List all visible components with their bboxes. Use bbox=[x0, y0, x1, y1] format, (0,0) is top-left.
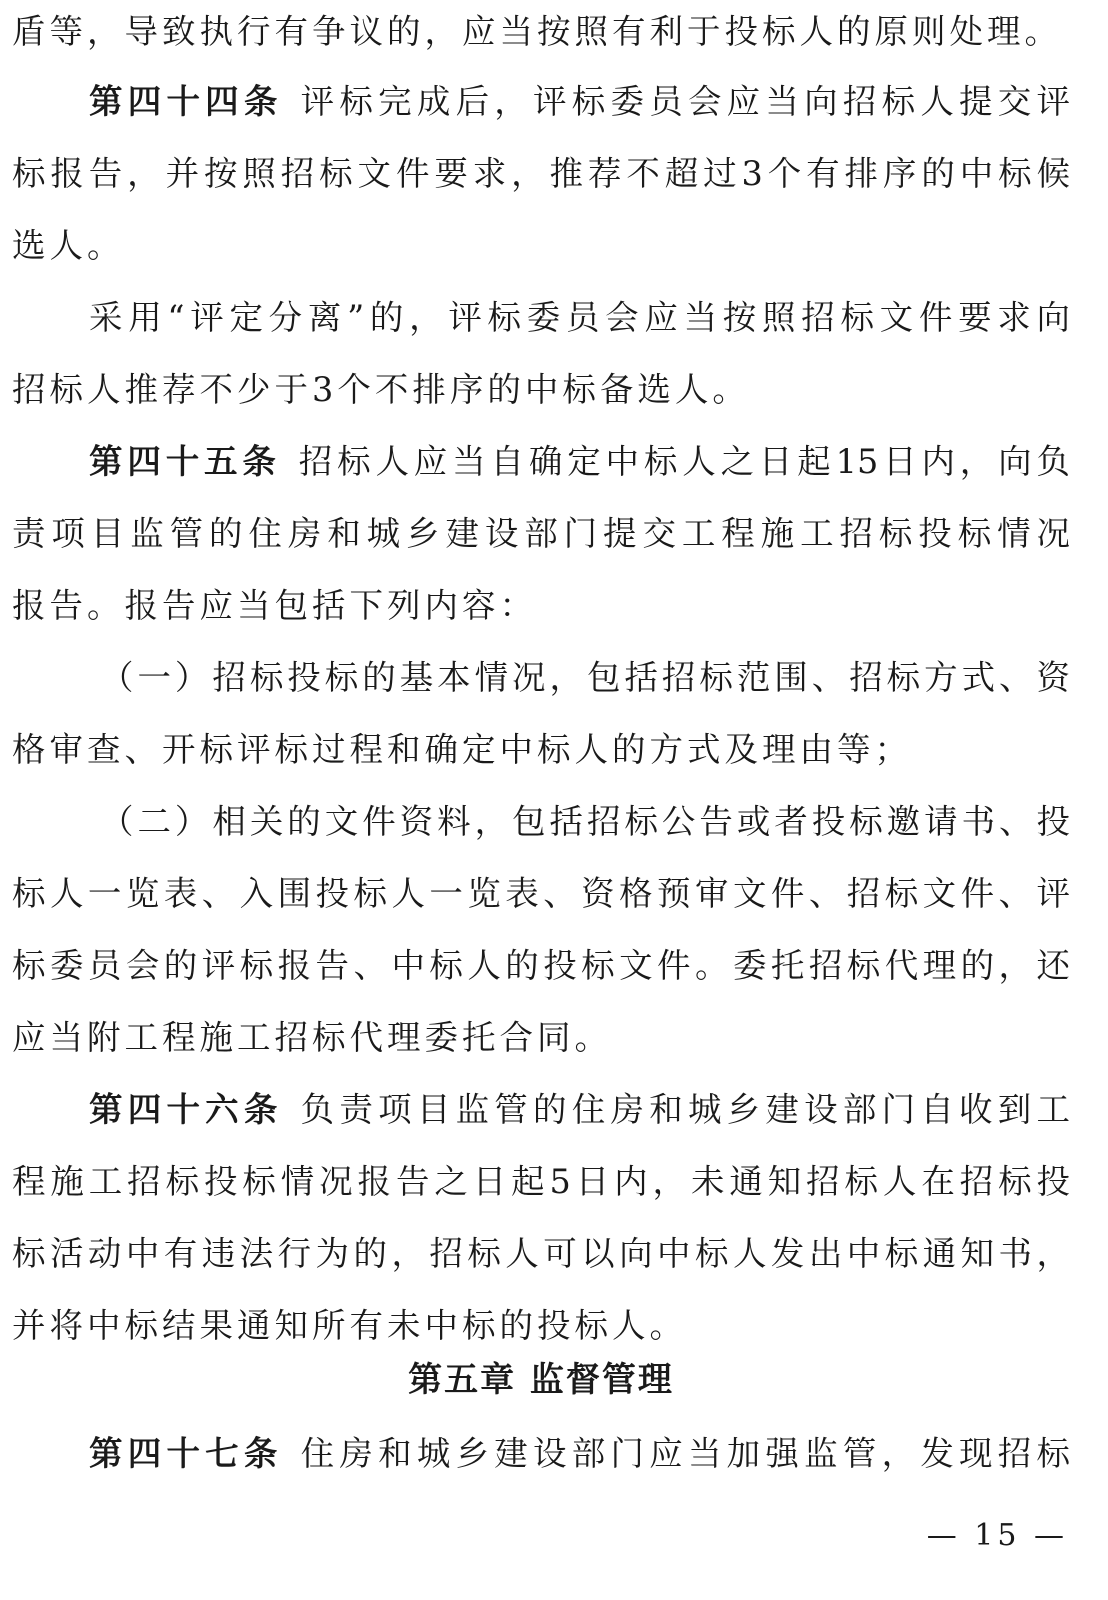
paragraph-line: 并将中标结果通知所有未中标的投标人。 bbox=[12, 1306, 687, 1345]
list-item-line: （一）招标投标的基本情况，包括招标范围、招标方式、资 bbox=[100, 658, 1070, 697]
article-heading: 第四十五条 bbox=[89, 442, 281, 481]
paragraph-line: 第四十六条 负责项目监管的住房和城乡建设部门自收到工 bbox=[89, 1090, 1071, 1129]
paragraph-line: 标活动中有违法行为的，招标人可以向中标人发出中标通知书， bbox=[12, 1234, 1070, 1273]
paragraph-line: 第四十五条 招标人应当自确定中标人之日起15日内，向负 bbox=[89, 442, 1070, 481]
list-item-line: 格审查、开标评标过程和确定中标人的方式及理由等； bbox=[12, 730, 912, 769]
article-heading: 第四十七条 bbox=[89, 1434, 283, 1473]
list-item-line: 标委员会的评标报告、中标人的投标文件。委托招标代理的，还 bbox=[12, 946, 1070, 985]
paragraph-line: 招标人推荐不少于3个不排序的中标备选人。 bbox=[12, 370, 750, 409]
paragraph-line: 第四十四条 评标完成后，评标委员会应当向招标人提交评 bbox=[89, 82, 1071, 121]
paragraph-line: 采用“评定分离”的，评标委员会应当按照招标文件要求向 bbox=[89, 298, 1070, 337]
article-heading: 第四十六条 bbox=[89, 1090, 283, 1129]
paragraph-line: 选人。 bbox=[12, 226, 125, 265]
paragraph-line: 责项目监管的住房和城乡建设部门提交工程施工招标投标情况 bbox=[12, 514, 1070, 553]
page-number: — 15 — bbox=[926, 1518, 1068, 1553]
paragraph-line: 第四十七条 住房和城乡建设部门应当加强监管，发现招标 bbox=[89, 1434, 1071, 1473]
paragraph-line: 程施工招标投标情况报告之日起5日内，未通知招标人在招标投 bbox=[12, 1162, 1070, 1201]
paragraph-line: 报告。报告应当包括下列内容： bbox=[12, 586, 537, 625]
article-heading: 第四十四条 bbox=[89, 82, 283, 121]
paragraph-line: 标报告，并按照招标文件要求，推荐不超过3个有排序的中标候 bbox=[12, 154, 1070, 193]
list-item-line: 应当附工程施工招标代理委托合同。 bbox=[12, 1018, 612, 1057]
list-item-line: 标人一览表、入围投标人一览表、资格预审文件、招标文件、评 bbox=[12, 874, 1070, 913]
chapter-title: 第五章 监督管理 bbox=[408, 1360, 674, 1400]
paragraph-line: 盾等，导致执行有争议的，应当按照有利于投标人的原则处理。 bbox=[12, 12, 1062, 51]
list-item-line: （二）相关的文件资料，包括招标公告或者投标邀请书、投 bbox=[100, 802, 1070, 841]
